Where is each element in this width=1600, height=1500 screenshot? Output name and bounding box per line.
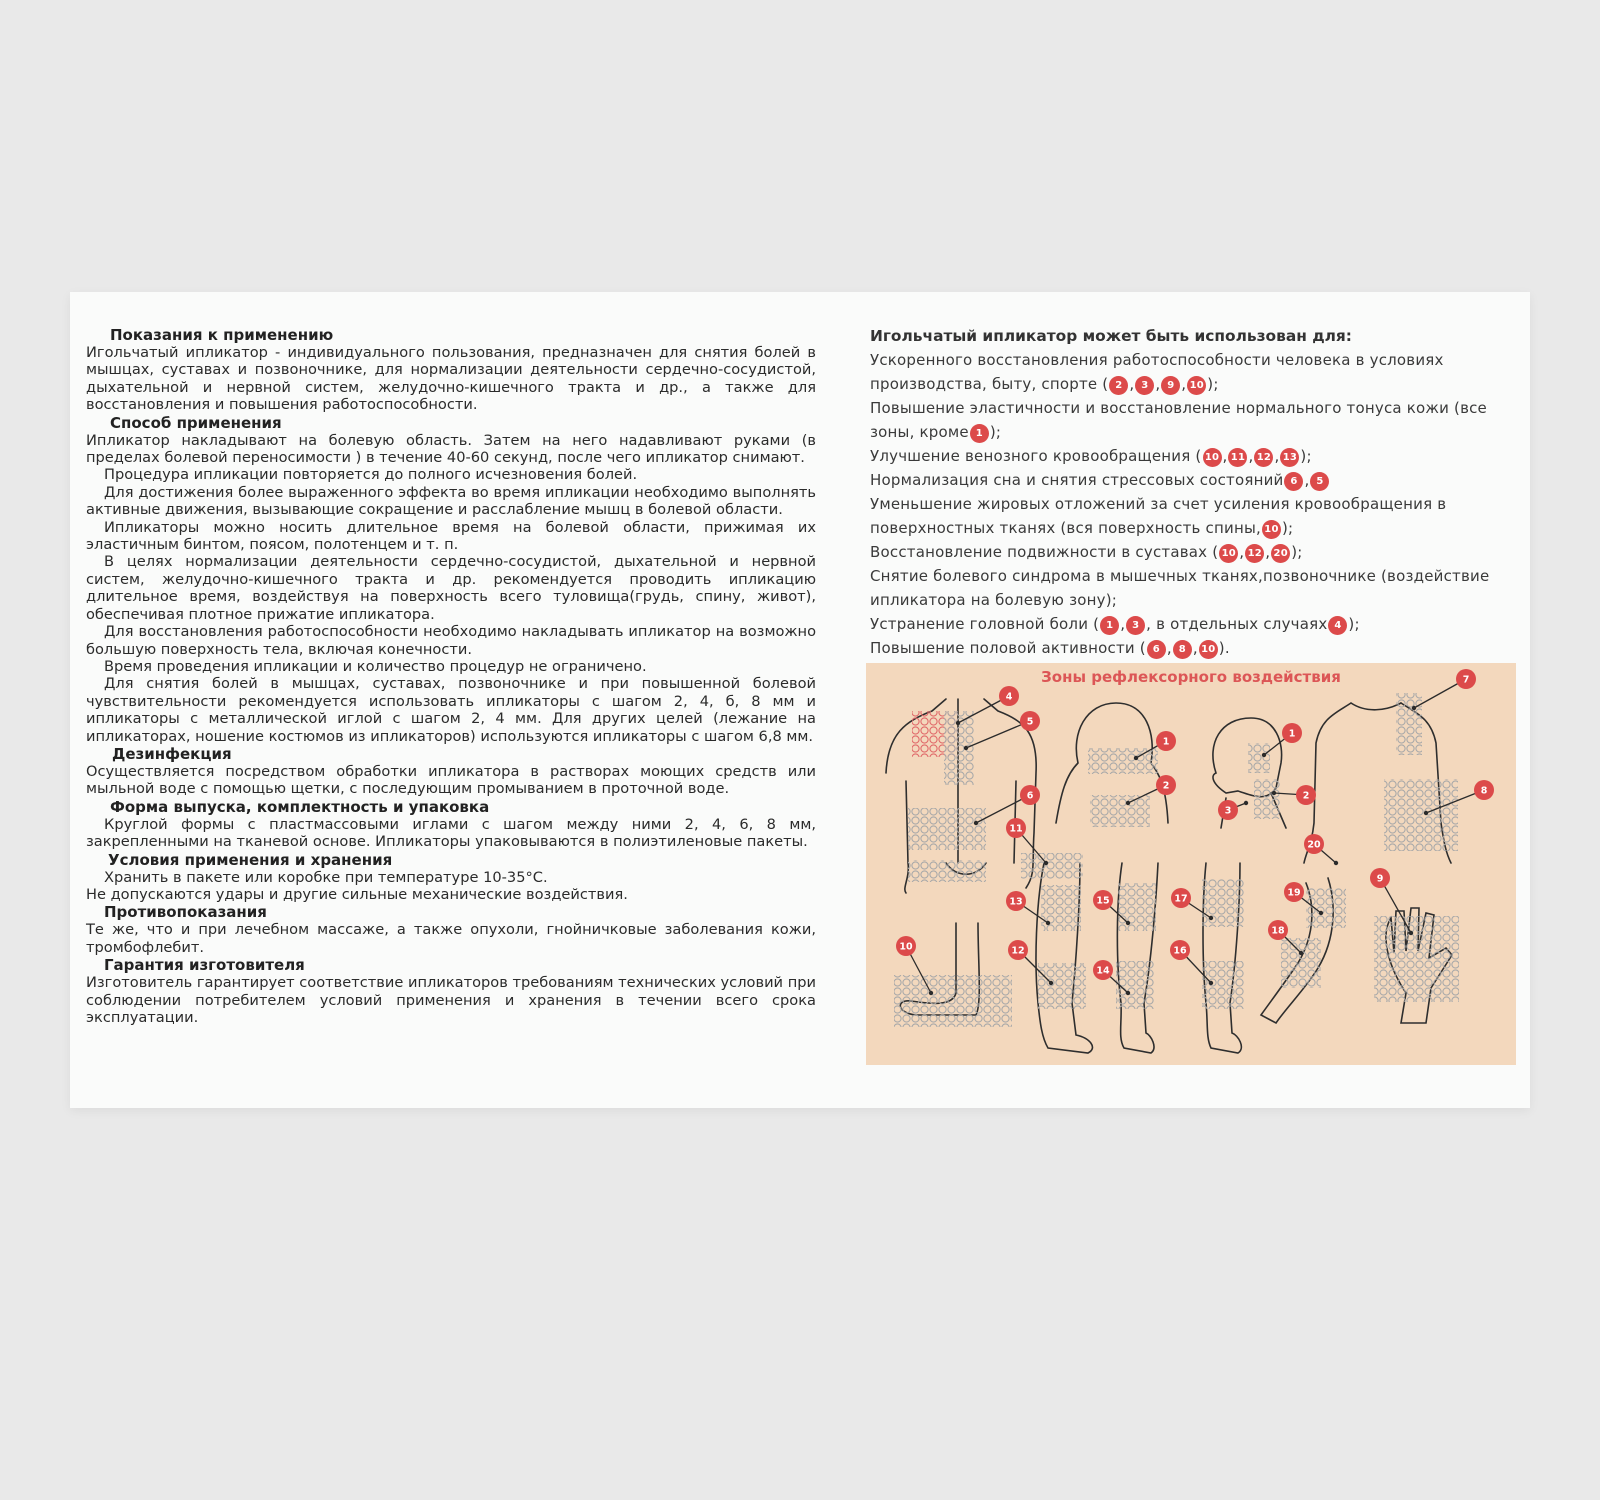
usage-list — [870, 348, 1510, 660]
usage-item: Повышение половой активности ( 6 , 8 , 10 ). — [870, 639, 1230, 657]
zone-marker-label: 2 — [1302, 790, 1310, 802]
usage-item: Повышение эластичности и восстановление нормального тонуса кожи (все зоны, кроме 1 ); — [870, 399, 1487, 441]
marker-end-dot — [1126, 921, 1130, 925]
section-text: Осуществляется посредством обработки ипликатора в растворах моющих средств или мыльной воде с помощью щетки, с последующим промыванием в проточной воде. — [86, 762, 816, 798]
zone-marker-label: 15 — [1096, 895, 1110, 907]
zone-number-badge: 8 — [1173, 640, 1192, 659]
marker-end-dot — [1424, 811, 1428, 815]
usage-item: Восстановление подвижности в суставах ( 10 , 12 , 20 ); — [870, 543, 1303, 561]
diagram-title: Зоны рефлексорного воздействия — [1041, 668, 1341, 686]
marker-end-dot — [1334, 861, 1338, 865]
zone-marker-label: 1 — [1288, 728, 1296, 740]
leaflet-page — [70, 292, 1530, 1108]
zone-number-badge: 4 — [1328, 616, 1347, 635]
usage-item: Нормализация сна и снятия стрессовых состояний 6 , 5 — [870, 468, 1510, 492]
marker-leader-line — [966, 721, 1030, 748]
marker-end-dot — [1126, 991, 1130, 995]
zone-marker-label: 4 — [1005, 691, 1013, 703]
section-title: Противопоказания — [104, 903, 267, 922]
zone-number-badge: 3 — [1126, 616, 1145, 635]
marker-end-dot — [1044, 861, 1048, 865]
zone-number-badge: 11 — [1228, 448, 1247, 467]
section-text: В целях нормализации деятельности сердечно-сосудистой, дыхательной и нервной систем, желудочно-кишечного тракта и др. рекомендуется проводить ипликацию длительное время, воздействуя на поверхность всего туловища(грудь, спину, живот), обеспечивая плотное прижатие ипликатора. — [86, 553, 816, 623]
zone-number-badge: 10 — [1262, 520, 1281, 539]
section-text: Для снятия болей в мышцах, суставах, позвоночнике и при повышенной болевой чувствительности рекомендуется использовать ипликаторы с шагом 2, 4, б, 8 мм и ипликаторы с металлической иглой с шагом 2, 4 мм. Для других целей (лежание на ипликаторах, ношение костюмов из ипликаторов) используются ипликаторы с шагом 6,8 мм. — [86, 675, 816, 745]
zone-marker-label: 12 — [1011, 945, 1025, 957]
section-title: Гарантия изготовителя — [104, 956, 305, 975]
zone-marker-label: 20 — [1307, 839, 1321, 851]
section-text: Для восстановления работоспособности необходимо накладывать ипликатор на возможно большую поверхность тела, включая конечности. — [86, 623, 816, 658]
zone-number-badge: 2 — [1109, 376, 1128, 395]
marker-end-dot — [929, 991, 933, 995]
zone-number-badge: 1 — [970, 424, 989, 443]
marker-end-dot — [1409, 931, 1413, 935]
zone-marker-label: 9 — [1376, 873, 1384, 885]
section-text: Не допускаются удары и другие сильные механические воздействия. — [86, 885, 628, 903]
zone-marker-label: 18 — [1271, 925, 1285, 937]
zone-marker-label: 2 — [1162, 780, 1170, 792]
zone-marker-label: 8 — [1480, 785, 1488, 797]
usage-heading: Игольчатый ипликатор может быть использован для: — [870, 327, 1352, 345]
zone-number-badge: 10 — [1203, 448, 1222, 467]
section-title: Форма выпуска, комплектность и упаковка — [110, 797, 490, 816]
zone-marker-label: 6 — [1026, 790, 1034, 802]
marker-end-dot — [1046, 921, 1050, 925]
zone-number-badge: 12 — [1245, 544, 1264, 563]
marker-end-dot — [1319, 911, 1323, 915]
usage-column — [870, 326, 1510, 660]
section-text: Ипликатор накладывают на болевую область. Затем на него надавливают руками (в пределах болевой переносимости ) в течение 40-60 секунд, после чего ипликатор снимают. — [86, 431, 816, 467]
marker-end-dot — [964, 746, 968, 750]
section-text: Круглой формы с пластмассовыми иглами с шагом между ними 2, 4, 6, 8 мм, закрепленными на тканевой основе. Ипликаторы упаковываются в полиэтиленовые пакеты. — [86, 815, 816, 851]
marker-end-dot — [1049, 981, 1053, 985]
zone-number-badge: 5 — [1310, 472, 1329, 491]
zone-marker-label: 7 — [1462, 674, 1470, 686]
section-text: Те же, что и при лечебном массаже, а также опухоли, гнойничковые заболевания кожи, тромбофлебит. — [86, 921, 816, 956]
marker-end-dot — [1299, 951, 1303, 955]
zone-number-badge: 13 — [1280, 448, 1299, 467]
marker-end-dot — [1209, 981, 1213, 985]
zone-number-badge: 9 — [1161, 376, 1180, 395]
section-text: Изготовитель гарантирует соответствие ипликаторов требованиям технических условий при соблюдении потребителем условий применения и хранения в течении всего срока эксплуатации. — [86, 974, 816, 1026]
zone-marker-label: 16 — [1173, 945, 1187, 957]
usage-item: Уменьшение жировых отложений за счет усиления кровообращения в поверхностных тканях (вся поверхность спины, 10 ); — [870, 495, 1447, 537]
zone-marker-label: 17 — [1174, 893, 1188, 905]
zone-number-badge: 10 — [1187, 376, 1206, 395]
marker-end-dot — [1244, 801, 1248, 805]
zone-marker-label: 1 — [1162, 736, 1170, 748]
zone-number-badge: 6 — [1284, 472, 1303, 491]
usage-item: Снятие болевого синдрома в мышечных тканях,позвоночнике (воздействие ипликатора на болевую зону); — [870, 567, 1490, 609]
section-title: Показания к применению — [110, 326, 334, 344]
marker-end-dot — [1262, 753, 1266, 757]
marker-end-dot — [1209, 916, 1213, 920]
marker-end-dot — [956, 721, 960, 725]
zone-marker-label: 5 — [1026, 716, 1034, 728]
section-title: Способ применения — [110, 413, 282, 432]
instructions-column — [86, 326, 816, 1026]
section-text: Ипликаторы можно носить длительное время на болевой области, прижимая их эластичным бинтом, поясом, полотенцем и т. п. — [86, 518, 816, 554]
zone-marker-label: 13 — [1009, 896, 1023, 908]
zone-marker-label: 19 — [1287, 887, 1301, 899]
zone-number-badge: 20 — [1271, 544, 1290, 563]
section-text: Для достижения более выраженного эффекта во время ипликации необходимо выполнять активные движения, вызывающие сокращение и расслабление мышц в болевой области. — [86, 483, 816, 519]
marker-end-dot — [1126, 801, 1130, 805]
zone-marker-label: 14 — [1096, 965, 1110, 977]
usage-item: Ускоренного восстановления работоспособности человека в условиях производства, быту, спорте ( 2 , 3 , 9 , 10 ); — [870, 351, 1444, 393]
section-text: Время проведения ипликации и количество процедур не ограничено. — [104, 657, 647, 675]
marker-end-dot — [1272, 791, 1276, 795]
zones-illustration — [866, 663, 1516, 1065]
section-title: Дезинфекция — [112, 744, 232, 763]
zone-number-badge: 10 — [1199, 640, 1218, 659]
zone-number-badge: 10 — [1219, 544, 1238, 563]
zone-number-badge: 12 — [1254, 448, 1273, 467]
usage-item: Устранение головной боли ( 1 , 3 , в отдельных случаях 4 ); — [870, 615, 1360, 633]
zone-marker-label: 3 — [1224, 805, 1232, 817]
zone-number-badge: 6 — [1147, 640, 1166, 659]
section-title: Условия применения и хранения — [108, 850, 393, 869]
marker-end-dot — [974, 821, 978, 825]
section-text: Хранить в пакете или коробке при температуре 10-35°С. — [104, 868, 548, 886]
section-text: Процедура ипликации повторяется до полного исчезновения болей. — [104, 466, 638, 484]
zone-marker-label: 10 — [899, 941, 913, 953]
marker-end-dot — [1412, 706, 1416, 710]
zone-marker-label: 11 — [1009, 823, 1023, 835]
section-text: Игольчатый ипликатор - индивидуального пользования, предназначен для снятия болей в мышцах, суставах и позвоночнике, для нормализации деятельности сердечно-сосудистой, дыхательной и нервной систем, желудочно-кишечного тракта и др., а также для восстановления и повышения работоспособности. — [86, 344, 816, 414]
reflex-zones-diagram — [866, 663, 1516, 1065]
marker-end-dot — [1134, 756, 1138, 760]
usage-item: Улучшение венозного кровообращения ( 10 , 11 , 12 , 13 ); — [870, 447, 1312, 465]
zone-number-badge: 1 — [1100, 616, 1119, 635]
zone-number-badge: 3 — [1135, 376, 1154, 395]
